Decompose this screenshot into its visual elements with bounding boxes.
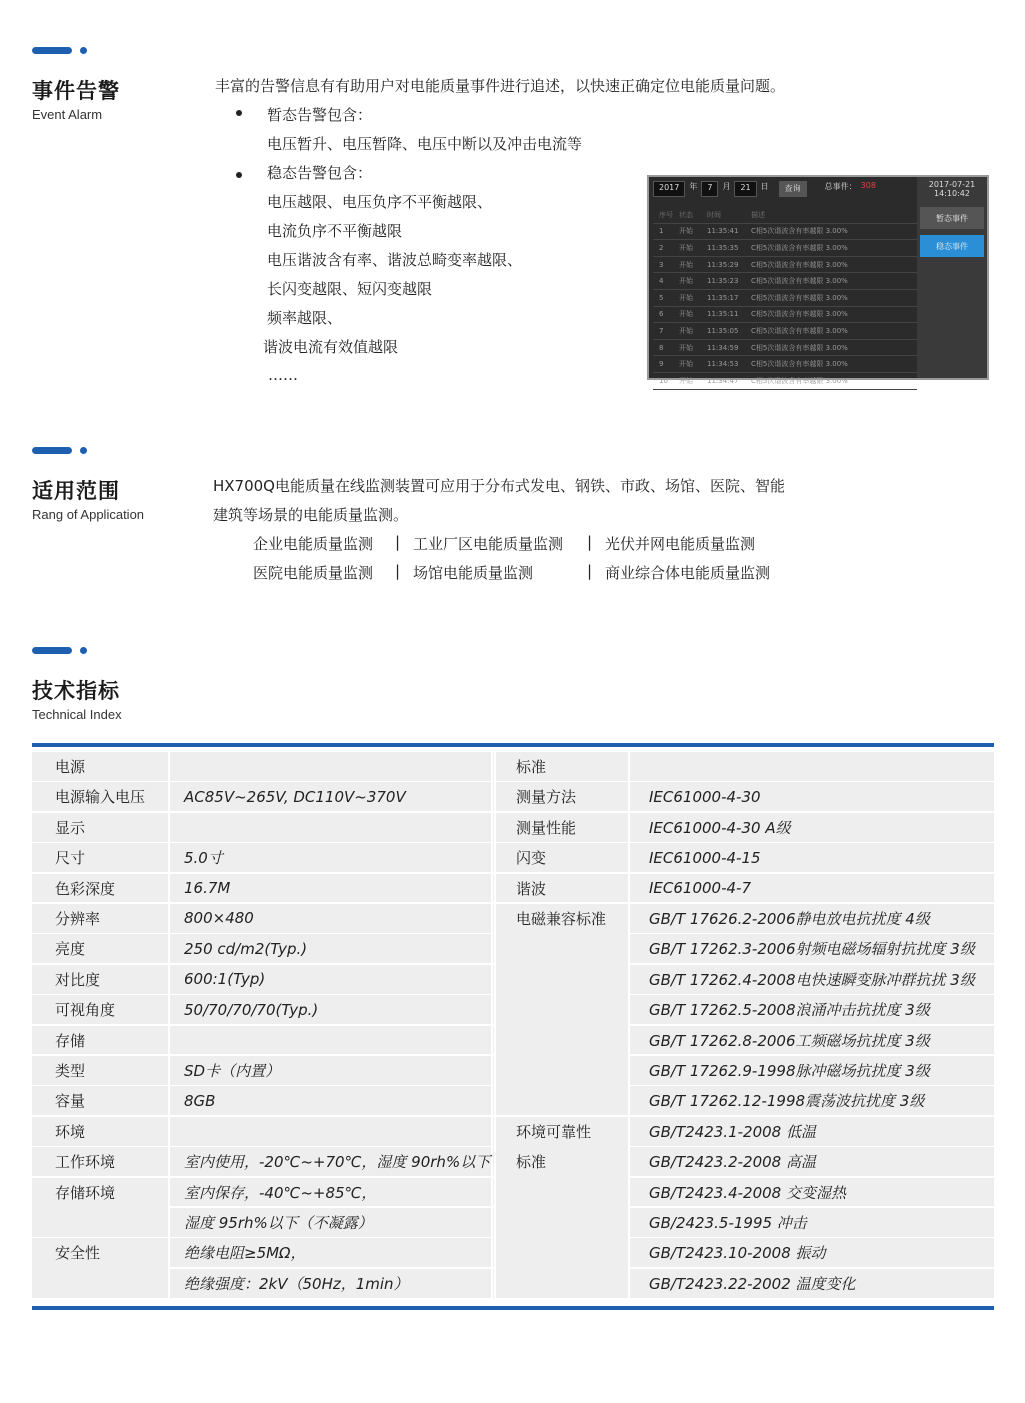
- total-count: 308: [860, 181, 876, 190]
- table-cell-value: GB/T2423.1-2008 低温: [649, 1122, 816, 1141]
- list-item: 谐波电流有效值越限: [263, 338, 399, 356]
- list-header: 序号 状态 时间 描述: [653, 207, 917, 224]
- section-subtitle: Event Alarm: [32, 107, 103, 122]
- section-subtitle: Rang of Application: [32, 507, 145, 522]
- separator: |: [587, 533, 593, 551]
- list-item: 9 开始 11:34:53 C相5次谐波含有率越限 3.00%: [653, 356, 917, 373]
- table-cell-label: 安全性: [55, 1244, 101, 1263]
- table-cell-value: GB/T2423.2-2008 高温: [649, 1153, 816, 1172]
- list-item: 电压暂升、电压暂降、电压中断以及冲击电流等: [267, 135, 583, 153]
- section-title: 适用范围: [32, 479, 120, 503]
- table-cell-value: 湿度 95rh%以下（不凝露）: [184, 1213, 373, 1232]
- table-cell-value: IEC61000-4-30 A级: [649, 818, 791, 837]
- table-cell-label: 电磁兼容标准: [516, 909, 607, 928]
- separator: |: [395, 562, 401, 580]
- list-item: 电压谐波含有率、谐波总畸变率越限、: [267, 251, 523, 269]
- table-cell-label: 尺寸: [55, 849, 86, 868]
- table-cell-value: 室内使用，-20℃~+70℃，湿度 90rh%以下: [184, 1153, 491, 1172]
- table-cell-value: AC85V~265V, DC110V~370V: [184, 787, 406, 806]
- list-item: 电流负序不平衡越限: [267, 222, 403, 240]
- month-field: 7: [701, 181, 718, 197]
- day-field: 21: [734, 181, 756, 197]
- application-item: 企业电能质量监测: [253, 535, 374, 553]
- table-cell-label: 亮度: [55, 940, 86, 959]
- table-cell-value: GB/2423.5-1995 冲击: [649, 1213, 807, 1232]
- column-divider: [168, 747, 170, 1306]
- year-label: 年: [689, 182, 698, 191]
- list-item: 3 开始 11:35:29 C相5次谐波含有率越限 3.00%: [653, 257, 917, 274]
- application-text: HX700Q电能质量在线监测装置可应用于分布式发电、钢铁、市政、场馆、医院、智能: [213, 477, 785, 495]
- table-cell-label: 标准: [516, 1153, 547, 1172]
- application-item: 商业综合体电能质量监测: [605, 564, 771, 582]
- list-item: 6 开始 11:35:11 C相5次谐波含有率越限 3.00%: [653, 307, 917, 324]
- list-item: 电压越限、电压负序不平衡越限、: [267, 193, 493, 211]
- table-cell-label: 分辨率: [55, 909, 101, 928]
- table-cell-value: GB/T2423.10-2008 振动: [649, 1244, 826, 1263]
- table-cell-value: 250 cd/m2(Typ.): [184, 939, 308, 958]
- table-cell-value: GB/T2423.4-2008 交变湿热: [649, 1183, 846, 1202]
- table-cell-value: 绝缘电阻≥5MΩ，: [184, 1244, 306, 1263]
- table-cell-value: GB/T2423.22-2002 温度变化: [649, 1274, 856, 1293]
- bullet-heading: 暂态告警包含：: [267, 106, 373, 124]
- column-divider: [628, 747, 630, 1306]
- list-item: 10 开始 11:34:47 C相5次谐波含有率越限 3.00%: [653, 373, 917, 390]
- list-item: 1 开始 11:35:41 C相5次谐波含有率越限 3.00%: [653, 224, 917, 241]
- list-item: 7 开始 11:35:05 C相5次谐波含有率越限 3.00%: [653, 323, 917, 340]
- table-cell-label: 测量性能: [516, 818, 577, 837]
- table-cell-value: GB/T 17626.2-2006静电放电抗扰度 4级: [649, 909, 930, 928]
- table-cell-label: 环境可靠性: [516, 1122, 592, 1141]
- table-cell-label: 测量方法: [516, 788, 577, 807]
- section-title: 事件告警: [32, 79, 120, 103]
- table-cell-value: 16.7M: [184, 879, 231, 898]
- table-cell-value: 5.0寸: [184, 849, 223, 868]
- table-cell-value: GB/T 17262.3-2006射频电磁场辐射抗扰度 3级: [649, 940, 975, 959]
- bullet-dot: [236, 172, 242, 178]
- table-cell-label: 存储环境: [55, 1183, 116, 1202]
- table-cell-label: 电源输入电压: [55, 788, 146, 807]
- table-cell-value: GB/T 17262.4-2008电快速瞬变脉冲群抗扰 3级: [649, 970, 975, 989]
- list-item: 4 开始 11:35:23 C相5次谐波含有率越限 3.00%: [653, 273, 917, 290]
- transient-event-button: 暂态事件: [920, 207, 984, 229]
- year-field: 2017: [653, 181, 685, 197]
- section-subtitle: Technical Index: [32, 707, 122, 722]
- application-item: 医院电能质量监测: [253, 564, 374, 582]
- table-cell-label: 谐波: [516, 879, 547, 898]
- query-button: 查询: [779, 181, 807, 197]
- month-label: 月: [722, 182, 731, 191]
- list-item: 8 开始 11:34:59 C相5次谐波含有率越限 3.00%: [653, 340, 917, 357]
- table-cell-label: 闪变: [516, 849, 547, 868]
- table-cell-value: GB/T 17262.8-2006工频磁场抗扰度 3级: [649, 1031, 930, 1050]
- bullet-dot: [236, 110, 242, 116]
- table-row-bg: [32, 752, 994, 781]
- list-item: 2 开始 11:35:35 C相5次谐波含有率越限 3.00%: [653, 240, 917, 257]
- table-cell-value: 50/70/70/70(Typ.): [184, 1000, 319, 1019]
- separator: |: [395, 533, 401, 551]
- screen-toolbar: [653, 181, 876, 197]
- table-cell-label: 对比度: [55, 970, 101, 989]
- table-cell-value: GB/T 17262.12-1998震荡波抗扰度 3级: [649, 1092, 925, 1111]
- list-item: 频率越限、: [267, 309, 343, 327]
- list-item: 5 开始 11:35:17 C相5次谐波含有率越限 3.00%: [653, 290, 917, 307]
- table-cell-label: 显示: [55, 818, 86, 837]
- spec-table: [32, 743, 994, 1310]
- event-list: [653, 207, 917, 390]
- screen-datetime: 2017-07-21 14:10:42: [928, 180, 976, 198]
- total-label: 总事件：: [824, 182, 857, 191]
- table-cell-label: 类型: [55, 1061, 86, 1080]
- application-item: 光伏并网电能质量监测: [605, 535, 756, 553]
- table-cell-value: GB/T 17262.9-1998脉冲磁场抗扰度 3级: [649, 1061, 930, 1080]
- table-cell-label: 容量: [55, 1092, 86, 1111]
- ellipsis: ……: [268, 366, 298, 384]
- table-cell-label: 电源: [55, 757, 86, 776]
- bullet-heading: 稳态告警包含：: [267, 164, 373, 182]
- table-cell-value: 绝缘强度：2kV（50Hz，1min）: [184, 1274, 409, 1293]
- intro-text: 丰富的告警信息有有助用户对电能质量事件进行追述，以快速正确定位电能质量问题。: [215, 77, 786, 95]
- application-item: 工业厂区电能质量监测: [413, 535, 564, 553]
- list-item: 长闪变越限、短闪变越限: [267, 280, 433, 298]
- table-cell-value: 600:1(Typ): [184, 970, 266, 989]
- table-cell-value: IEC61000-4-7: [649, 879, 752, 898]
- table-cell-value: 8GB: [184, 1091, 216, 1110]
- screen-sidebar: [917, 177, 987, 378]
- device-screenshot: [647, 175, 989, 385]
- table-cell-label: 色彩深度: [55, 879, 116, 898]
- section-title: 技术指标: [32, 679, 120, 703]
- table-cell-label: 可视角度: [55, 1001, 116, 1020]
- table-cell-value: GB/T 17262.5-2008浪涌冲击抗扰度 3级: [649, 1001, 930, 1020]
- column-divider: [494, 747, 496, 1306]
- table-cell-value: IEC61000-4-30: [649, 787, 761, 806]
- table-cell-label: 工作环境: [55, 1153, 116, 1172]
- application-text: 建筑等场景的电能质量监测。: [213, 506, 409, 524]
- day-label: 日: [760, 182, 769, 191]
- table-cell-label: 标准: [516, 757, 547, 776]
- table-cell-value: IEC61000-4-15: [649, 848, 761, 867]
- table-cell-value: SD卡（内置）: [184, 1061, 281, 1080]
- table-cell-label: 环境: [55, 1122, 86, 1141]
- separator: |: [587, 562, 593, 580]
- table-cell-label: 存储: [55, 1031, 86, 1050]
- steady-event-button: 稳态事件: [920, 235, 984, 257]
- application-item: 场馆电能质量监测: [413, 564, 534, 582]
- table-cell-value: 室内保存，-40℃~+85℃，: [184, 1183, 377, 1202]
- table-cell-value: 800×480: [184, 909, 254, 928]
